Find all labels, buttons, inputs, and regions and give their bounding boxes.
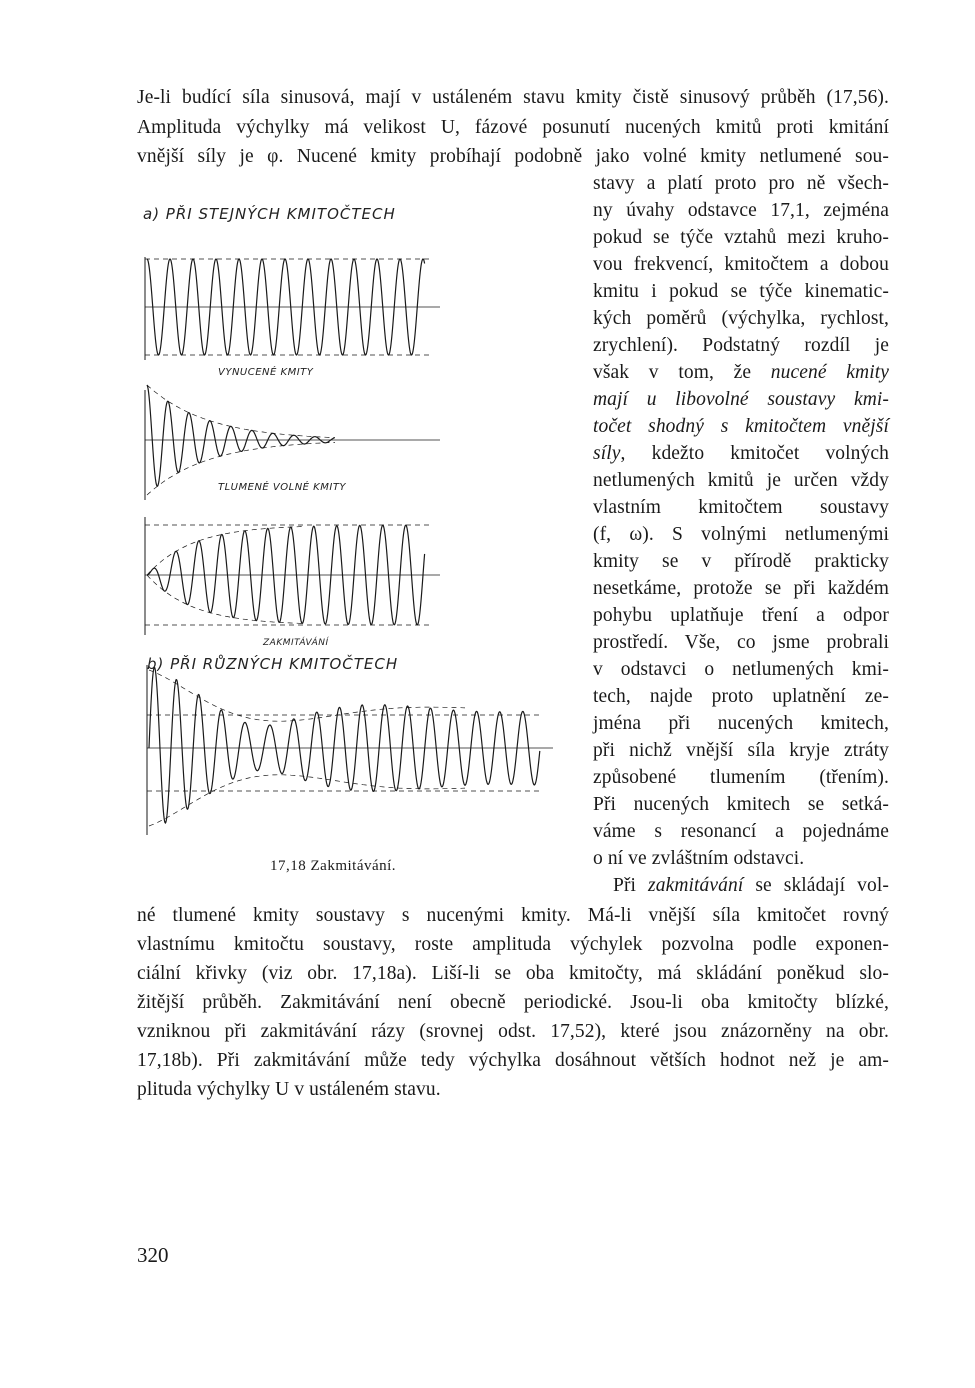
figure-label-a: a) PŘI STEJNÝCH KMITOČTECH: [143, 205, 396, 223]
text-line: vlastnímu kmitočtu soustavy, roste amplituda výchylek pozvolna podle exponen-: [137, 934, 889, 955]
text-line: vzniknou při zakmitávání rázy (srovnej odst. 17,52), které jsou znázorněny na obr.: [137, 1021, 889, 1042]
text-line: kmity se v přírodě prakticky: [593, 551, 889, 572]
damped-wave: [147, 385, 335, 486]
text-span: , kdežto kmitočet volných: [620, 443, 889, 464]
text-line: [613, 872, 889, 899]
emphasis: zakmitávání: [648, 875, 744, 896]
text-line: ciální křivky (viz obr. 17,18a). Liší-li se oba kmitočty, má skládání poněkud slo-: [137, 963, 889, 984]
figure-label-transient: ZAKMITÁVÁNÍ: [263, 638, 329, 648]
text-line: vnější síly je φ. Nucené kmity probíhají podobně jako volné kmity netlumené sou-: [137, 146, 889, 167]
page-number: 320: [137, 1243, 169, 1267]
text-line: zrychlení). Podstatný rozdíl je: [593, 335, 889, 356]
text-line: Amplituda výchylky má velikost U, fázové posunutí nucených kmitů proti kmitání: [137, 117, 889, 138]
text-line: v odstavci o netlumených kmi-: [593, 659, 889, 680]
text-line: nesetkáme, protože se při každém: [593, 578, 889, 599]
text-line: [593, 386, 889, 413]
beat-envelope-upper: [149, 670, 465, 721]
text-line: netlumených kmitů je určen vždy: [593, 470, 889, 491]
text-line: [593, 413, 889, 440]
text-line: [593, 440, 889, 467]
text-line: vou frekvencí, kmitočtem a dobou: [593, 254, 889, 275]
text-line: kých poměrů (výchylka, rychlost,: [593, 308, 889, 329]
figure-label-b: b) PŘI RŮZNÝCH KMITOČTECH: [147, 655, 399, 673]
text-line: prostředí. Vše, co jsme probrali: [593, 632, 889, 653]
text-span: však v tom, že: [593, 362, 771, 383]
text-line: způsobené tlumením (třením).: [593, 767, 889, 788]
text-line: o ní ve zvláštním odstavci.: [593, 848, 805, 869]
oscillation-diagrams: [135, 195, 575, 885]
text-line: Při nucených kmitech se setká-: [593, 794, 889, 815]
emphasis: mají u libovolné soustavy kmi-: [593, 389, 889, 410]
figure-label-forced: VYNUCENÉ KMITY: [218, 367, 314, 378]
text-line: stavy a platí proto pro ně všech-: [593, 173, 889, 194]
text-line: tech, najde proto uplatnění ze-: [593, 686, 889, 707]
text-line: [593, 359, 889, 386]
text-line: váme s resonancí a pojednáme: [593, 821, 889, 842]
emphasis: síly: [593, 443, 621, 464]
figure-caption: 17,18 Zakmitávání.: [270, 858, 397, 874]
text-line: pokud se týče vztahů mezi kruho-: [593, 227, 889, 248]
beat-envelope-lower: [149, 775, 465, 826]
text-line: 17,18b). Při zakmitávání může tedy výchylka dosáhnout větších hodnot než je am-: [137, 1050, 889, 1071]
envelope-upper: [147, 385, 335, 438]
text-line: vlastním kmitočtem soustavy: [593, 497, 889, 518]
text-line: žitější průběh. Zakmitávání není obecně periodické. Jsou-li oba kmitočty blízké,: [137, 992, 889, 1013]
text-line: (f, ω). S volnými netlumenými: [593, 524, 889, 545]
text-line: né tlumené kmity soustavy s nucenými kmity. Má-li vnější síla kmitočet rovný: [137, 905, 889, 926]
text-line: při nichž vnější síla kryje ztráty: [593, 740, 889, 761]
emphasis: točet shodný s kmitočtem vnější: [593, 416, 889, 437]
text-span: se skládají vol-: [743, 875, 889, 896]
text-line: ny úvahy odstavce 17,1, zejména: [593, 200, 889, 221]
emphasis: nucené kmity: [770, 362, 889, 383]
text-line: Je-li budící síla sinusová, mají v ustáleném stavu kmity čistě sinusový průběh (17,56).: [137, 87, 889, 108]
beat-wave: [149, 668, 540, 824]
text-line: kmitu i pokud se týče kinematic-: [593, 281, 889, 302]
figure-label-damped: TLUMENÉ VOLNÉ KMITY: [218, 482, 347, 493]
text-span: Při: [613, 875, 649, 896]
text-line: pohybu uplatňuje tření a odpor: [593, 605, 889, 626]
figure-17-18: [135, 195, 575, 885]
text-line: plituda výchylky U v ustáleném stavu.: [137, 1079, 441, 1100]
text-line: jména při nucených kmitech,: [593, 713, 889, 734]
